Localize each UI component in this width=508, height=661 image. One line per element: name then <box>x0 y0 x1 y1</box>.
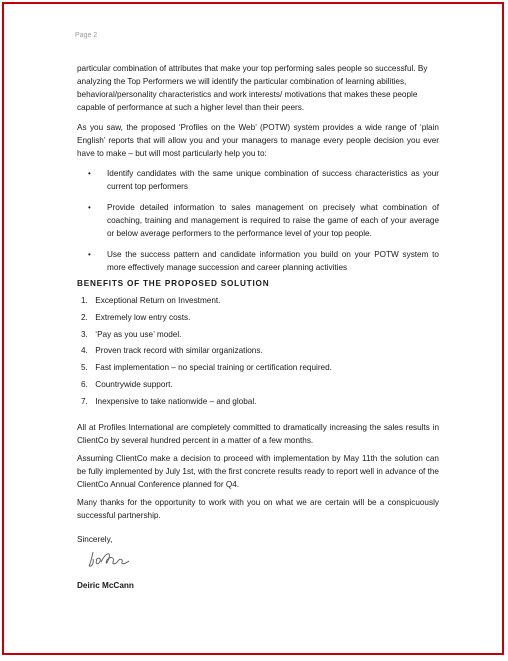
signer-name: Deiric McCann <box>77 581 134 590</box>
bullet-text: Provide detailed information to sales management on precisely what combination of coaching, training and management is required to raise the game of each of your average or below average performers to the performance level of your top people. <box>107 203 439 238</box>
assuming-paragraph: Assuming ClientCo make a decision to proceed with implementation by May 11th the solution can be fully implemented by July 1st, with the first concrete results ready to report well in advance of the ClientCo Annual Conference planned for Q4. <box>77 454 439 489</box>
intro-paragraph: particular combination of attributes that make your top performing sales people so successful. By analyzing the Top Performers we will identify the particular combination of learning abilities, behavioral/personality characteristics and work interests/ motivations that makes these people capable of performance at such a higher level than their peers. <box>77 64 428 112</box>
document-page <box>2 2 504 655</box>
benefit-text: Proven track record with similar organizations. <box>95 346 263 356</box>
benefits-heading: BENEFITS OF THE PROPOSED SOLUTION <box>77 279 270 288</box>
benefit-number: 1. <box>81 296 88 305</box>
benefit-text: Countrywide support. <box>95 379 173 389</box>
benefits-list <box>81 294 332 412</box>
benefit-text: Fast implementation – no special training or certification required. <box>95 363 332 373</box>
benefit-number: 6. <box>81 379 88 389</box>
benefit-item <box>81 294 332 311</box>
benefit-item <box>81 361 332 378</box>
benefit-number: 7. <box>81 396 88 406</box>
bullet-dot-icon: • <box>88 203 91 212</box>
commitment-paragraph: All at Profiles International are completely committed to dramatically increasing the sales results in ClientCo by several hundred percent in a matter of a few months. <box>77 423 439 445</box>
intro-paragraph-block <box>77 62 439 114</box>
assuming-paragraph-block <box>77 452 439 491</box>
thanks-paragraph-block <box>77 496 439 522</box>
bullet-item <box>83 201 439 240</box>
page-number: Page 2 <box>75 32 98 39</box>
benefit-number: 3. <box>81 329 88 339</box>
benefit-item <box>81 328 332 345</box>
bullet-dot-icon: • <box>88 250 91 259</box>
bullet-dot-icon: • <box>88 169 91 178</box>
bullet-list <box>83 167 439 282</box>
benefit-text: Inexpensive to take nationwide – and global. <box>95 396 257 406</box>
potw-paragraph-block <box>77 121 439 160</box>
bullet-item <box>83 167 439 193</box>
benefit-item <box>81 378 332 395</box>
benefit-item <box>81 395 332 412</box>
bullet-text: Identify candidates with the same unique combination of success characteristics as your current top performers <box>107 169 439 191</box>
benefit-item <box>81 311 332 328</box>
benefit-text: ‘Pay as you use’ model. <box>95 329 182 339</box>
benefit-number: 5. <box>81 363 88 373</box>
bullet-text: Use the success pattern and candidate information you build on your POTW system to more effectively manage succession and career planning activities <box>107 250 439 272</box>
sincerely-text: Sincerely, <box>77 535 113 544</box>
benefit-text: Exceptional Return on Investment. <box>95 296 221 305</box>
commitment-paragraph-block <box>77 421 439 447</box>
thanks-paragraph: Many thanks for the opportunity to work with you on what we are certain will be a conspicuously successful partnership. <box>77 498 439 520</box>
benefit-number: 2. <box>81 312 88 322</box>
handwritten-signature <box>87 548 133 570</box>
potw-paragraph: As you saw, the proposed ‘Profiles on the Web’ (POTW) system provides a wide range of ‘plain English’ reports that will allow you and your managers to manage every people decision you ever have to make – but will most particularly help you to: <box>77 123 439 158</box>
sincerely-block <box>77 533 439 546</box>
benefit-text: Extremely low entry costs. <box>95 312 191 322</box>
benefit-number: 4. <box>81 346 88 356</box>
benefit-item <box>81 344 332 361</box>
bullet-item <box>83 248 439 274</box>
